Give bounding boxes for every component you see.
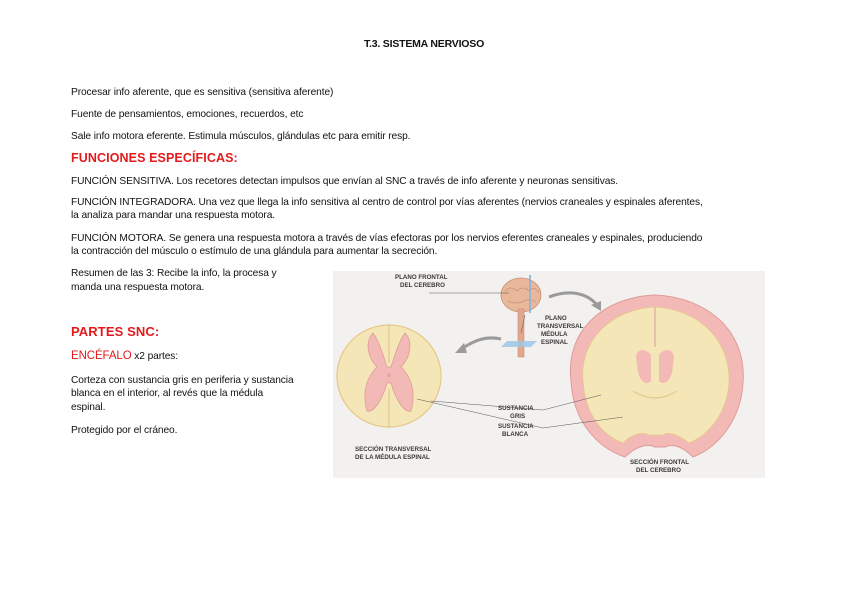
resumen-line-2: manda una respuesta motora. (71, 282, 205, 293)
brain-frontal-section (570, 295, 743, 457)
spinal-cord-section (337, 325, 441, 427)
funcion-motora-line-2: la contracción del músculo o estímulo de una glándula para aumentar la secreción. (71, 246, 438, 257)
corteza-line-1: Corteza con sustancia gris en periferia y sustancia (71, 375, 294, 386)
label-plano-transversal-3: MÉDULA (541, 331, 568, 338)
label-plano-frontal-1: PLANO FRONTAL (395, 274, 448, 281)
label-sustancia-blanca-2: BLANCA (502, 431, 529, 438)
label-plano-transversal-4: ESPINAL (541, 339, 568, 346)
label-plano-transversal-1: PLANO (545, 315, 567, 322)
page-title: T.3. SISTEMA NERVIOSO (363, 38, 485, 50)
encefalo-suffix: x2 partes: (131, 351, 179, 362)
label-plano-frontal-2: DEL CEREBRO (400, 282, 445, 289)
intro-line-3: Sale info motora eferente. Estimula músculos, glándulas etc para emitir resp. (71, 131, 411, 142)
label-seccion-frontal-1: SECCIÓN FRONTAL (630, 459, 690, 466)
funciones-heading: FUNCIONES ESPECÍFICAS: (71, 151, 238, 165)
encefalo-line (71, 350, 178, 363)
label-seccion-transversal-2: DE LA MÉDULA ESPINAL (355, 454, 430, 461)
nervous-system-figure (333, 271, 765, 478)
label-sustancia-gris-2: GRIS (510, 413, 526, 420)
label-plano-transversal-2: TRANSVERSAL (537, 323, 584, 330)
funcion-motora-line-1: FUNCIÓN MOTORA. Se genera una respuesta motora a través de vías efectoras por los nervios eferentes craneales y espinales, produciendo (71, 233, 703, 244)
resumen-line-1: Resumen de las 3: Recibe la info, la procesa y (71, 268, 277, 279)
corteza-line-2: blanca en el interior, al revés que la médula (71, 388, 264, 399)
corteza-line-3: espinal. (71, 402, 106, 413)
funcion-integradora-line-1: FUNCIÓN INTEGRADORA. Una vez que llega la info sensitiva al centro de control por vías aferentes (nervios craneales y espinales aferentes, (71, 197, 703, 208)
intro-line-1: Procesar info aferente, que es sensitiva (sensitiva aferente) (71, 87, 334, 98)
label-seccion-transversal-1: SECCIÓN TRANSVERSAL (355, 446, 432, 453)
partes-heading: PARTES SNC: (71, 324, 160, 339)
funcion-integradora-line-2: la analiza para mandar una respuesta motora. (71, 210, 276, 221)
intro-line-2: Fuente de pensamientos, emociones, recuerdos, etc (71, 109, 304, 120)
label-seccion-frontal-2: DEL CEREBRO (636, 467, 681, 474)
label-sustancia-blanca-1: SUSTANCIA (498, 423, 534, 430)
encefalo-label: ENCÉFALO (71, 350, 132, 362)
funcion-sensitiva: FUNCIÓN SENSITIVA. Los recetores detectan impulsos que envían al SNC a través de info aferente y neuronas sensitivas. (71, 176, 618, 187)
label-sustancia-gris-1: SUSTANCIA (498, 405, 534, 412)
brain-spine-illustration (501, 275, 541, 357)
nervous-system-illustration (333, 271, 765, 478)
protegido-line: Protegido por el cráneo. (71, 425, 178, 436)
